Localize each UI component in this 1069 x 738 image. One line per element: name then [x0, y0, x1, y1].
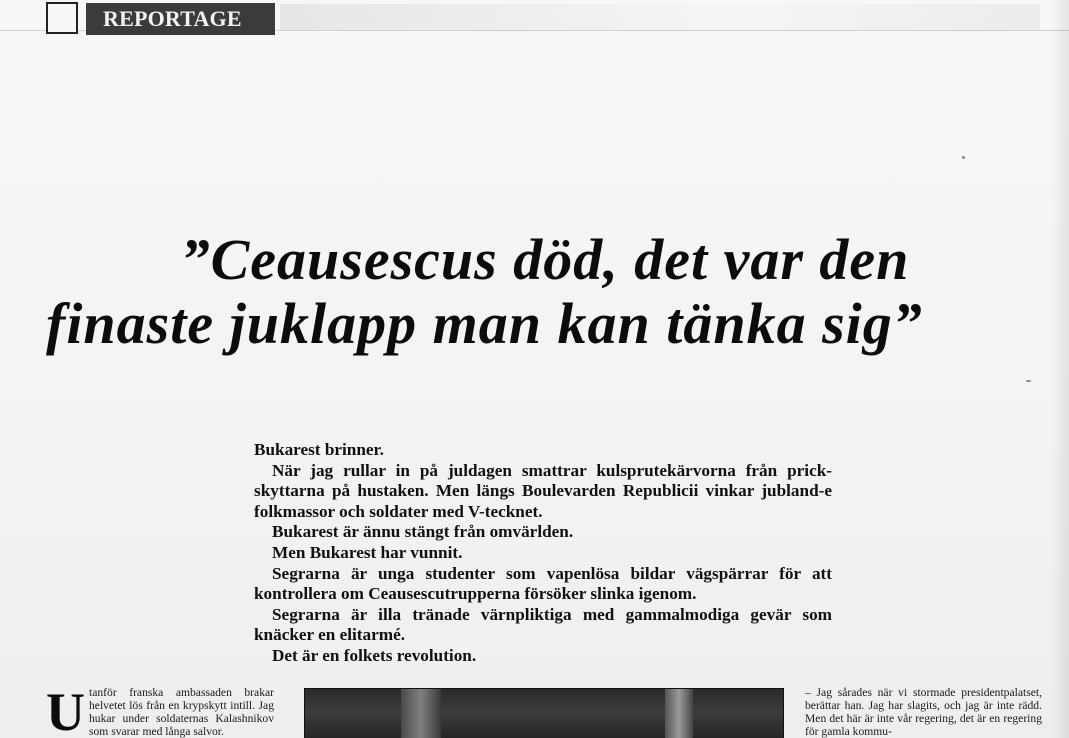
body-text-left: tanför franska ambassaden brakar helvetet lös från en krypskytt intill. Jag hukar under soldaternas Kalashnikov som svarar med långa salvor. — [89, 686, 274, 738]
body-column-right — [805, 686, 1042, 738]
body-text-right: – Jag sårades när vi stormade presidentpalatset, berättar han. Jag har slagits, och jag är inte rädd. Men det här är inte vår regering, det är en regering för gamla kommu- — [805, 686, 1042, 738]
body-column-left — [46, 682, 274, 738]
headline-line-1: ”Ceausescus död, det var den — [180, 227, 910, 292]
lead-paragraph: Men Bukarest har vunnit. — [272, 542, 463, 562]
lead-paragraph: När jag rullar in på juldagen smattrar kulsprutekärvorna från prick-skyttarna på hustaken. Men längs Boulevarden Republicii vinkar jubland-e folkmassor och soldater med V-tecknet. — [254, 460, 832, 521]
lead-paragraph: Bukarest brinner. — [254, 440, 384, 459]
lead-paragraph: Bukarest är ännu stängt från omvärlden. — [272, 522, 574, 542]
print-smudge — [280, 4, 1040, 30]
lead-paragraph: Segrarna är unga studenter som vapenlösa bildar vägspärrar för att kontrollera om Ceausescutrupperna försöker slinka igenom. — [254, 563, 832, 604]
drop-cap: U — [46, 682, 85, 738]
print-speck — [962, 156, 965, 159]
lead-paragraph: Det är en folkets revolution. — [272, 645, 477, 665]
headline-line-2: finaste juklapp man kan tänka sig” — [46, 291, 923, 356]
print-speck — [1026, 380, 1031, 382]
section-box-icon — [46, 2, 78, 34]
headline — [40, 228, 1050, 356]
lead-paragraphs — [254, 440, 832, 667]
news-photo — [304, 688, 784, 738]
lead-paragraph: Segrarna är illa tränade värnpliktiga med gammalmodiga gevär som knäcker en elitarmé. — [254, 604, 832, 645]
section-label: REPORTAGE — [86, 3, 275, 35]
